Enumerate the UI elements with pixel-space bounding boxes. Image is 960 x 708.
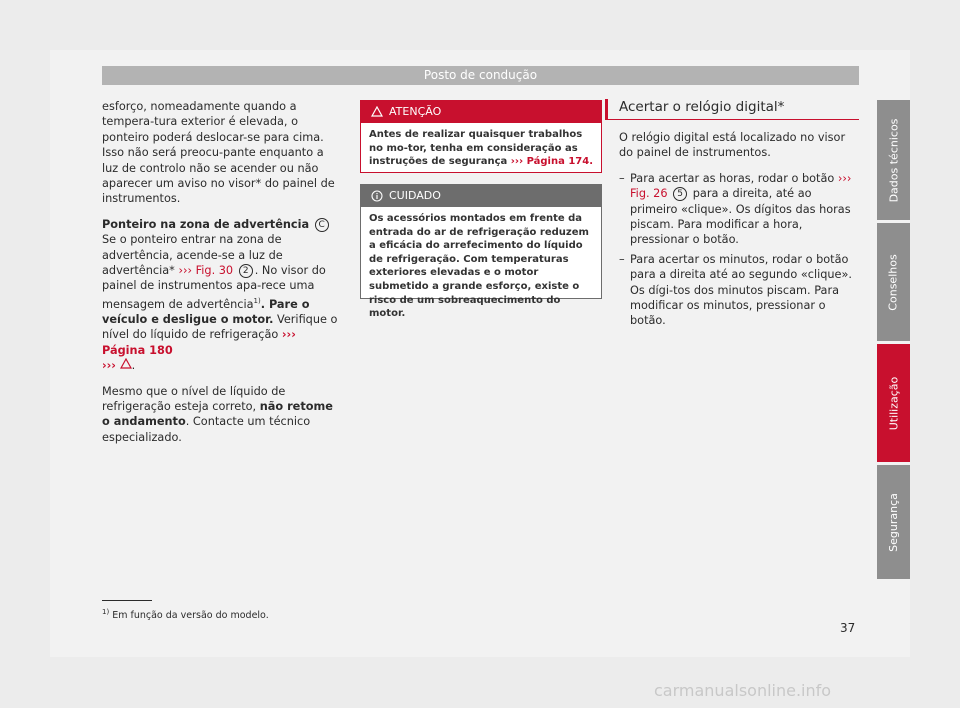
text: Verifique o nível do líquido de refrigeração <box>102 313 338 342</box>
section-title: Acertar o relógio digital* <box>619 99 785 115</box>
chapter-tabs <box>877 100 910 582</box>
footnote-divider <box>102 600 152 601</box>
warning-triangle-icon <box>371 106 383 117</box>
tab-conselhos[interactable] <box>877 223 910 341</box>
fig-30-link[interactable]: ››› Fig. 30 <box>178 264 234 278</box>
tab-utilizacao[interactable] <box>877 344 910 462</box>
callout-badge-5: 5 <box>673 187 687 201</box>
paragraph-2: Ponteiro na zona de advertência C Se o ponteiro entrar na zona de advertência, acende-se a luz de advertência* ››› Fig. 30 2 . No visor do painel de instrumentos apa-rece uma mensagem de advertência$^{1)}$. Pare o veículo e desligue o motor. Verifique o nível do líquido de refrigeração ››› Página 180 ››› . <box>102 217 338 373</box>
callout-badge-2: 2 <box>239 264 253 278</box>
page-header: Posto de condução <box>102 66 859 85</box>
tab-label: Segurança <box>887 492 901 552</box>
tab-label: Dados técnicos <box>887 118 901 202</box>
warning-header <box>361 101 601 123</box>
list-item: – Para acertar os minutos, rodar o botão para a direita até ao segundo «clique». Os dígi-tos dos minutos piscam. Para modificar os minutos, pressionar o botão. <box>619 252 861 329</box>
text: Para acertar as horas, rodar o botão <box>630 171 838 185</box>
section-intro: O relógio digital está localizado no visor do painel de instrumentos. <box>619 131 846 160</box>
text: Se o ponteiro entrar na zona de advertência, acende-se a luz de advertência* <box>102 233 283 278</box>
text: . Contacte um técnico especializado. <box>102 415 311 444</box>
text: . No visor do painel de instrumentos apa-rece uma mensagem de advertência <box>102 264 326 311</box>
warning-box <box>360 100 602 173</box>
caution-body: Os acessórios montados em frente da entrada do ar de refrigeração reduzem a eficácia do arrefecimento do líquido de refrigeração. Com temperaturas exteriores elevadas e o motor submetido a grande esforço, existe o risco de um sobreaquecimento do motor. <box>369 213 589 320</box>
caution-title: CUIDADO <box>389 189 441 202</box>
list-item <box>619 171 861 248</box>
left-column <box>102 99 342 455</box>
caution-box <box>360 184 602 320</box>
page-number: 37 <box>840 621 856 635</box>
warning-triangle-icon <box>120 358 132 369</box>
watermark: carmanualsonline.info <box>654 681 832 700</box>
callout-badge-c: C <box>315 218 329 232</box>
right-column <box>619 130 861 333</box>
steps-list <box>619 171 861 329</box>
footnote-mark: 1) <box>102 608 110 616</box>
page-180-link[interactable]: ››› Página 180 <box>102 328 296 357</box>
footnote-ref: 1) <box>253 296 261 305</box>
paragraph-3 <box>102 384 342 446</box>
text: para a direita, até ao primeiro «clique». Os dígitos das horas piscam. Para modificar a hora, pressionar o botão. <box>630 187 851 247</box>
text: Antes de realizar quaisquer trabalhos no mo-tor, tenha em consideração as instruções de segurança <box>369 129 583 168</box>
tab-label: Utilização <box>887 376 901 430</box>
info-circle-icon <box>371 190 383 202</box>
caution-header <box>361 185 601 207</box>
section-marker <box>605 99 608 119</box>
paragraph-1: esforço, nomeadamente quando a tempera-tura exterior é elevada, o ponteiro poderá deslocar-se para cima. Isso não será preocu-pante enquanto a luz de controlo não se acender ou não aparecer um aviso no visor* do painel de instrumentos. <box>102 100 335 206</box>
page-174-link[interactable]: ››› Página 174. <box>510 156 593 168</box>
warning-title: ATENÇÃO <box>389 105 442 118</box>
warning-body <box>361 123 601 174</box>
footnote <box>102 608 269 621</box>
subheading: Ponteiro na zona de advertência <box>102 217 310 231</box>
bold-text: . Pare o veículo e desligue o motor. <box>102 297 310 327</box>
tab-label: Conselhos <box>887 253 900 311</box>
fig-26-link[interactable]: ››› Fig. 26 <box>630 171 852 201</box>
tab-dados-tecnicos[interactable] <box>877 100 910 220</box>
footnote-text: Em função da versão do modelo. <box>112 610 269 622</box>
section-divider <box>605 119 859 120</box>
warning-link[interactable]: ››› <box>102 359 116 373</box>
bold-text: não retome o andamento <box>102 400 333 429</box>
tab-seguranca[interactable] <box>877 465 910 579</box>
text: Mesmo que o nível de líquido de refrigeração esteja correto, <box>102 384 286 414</box>
